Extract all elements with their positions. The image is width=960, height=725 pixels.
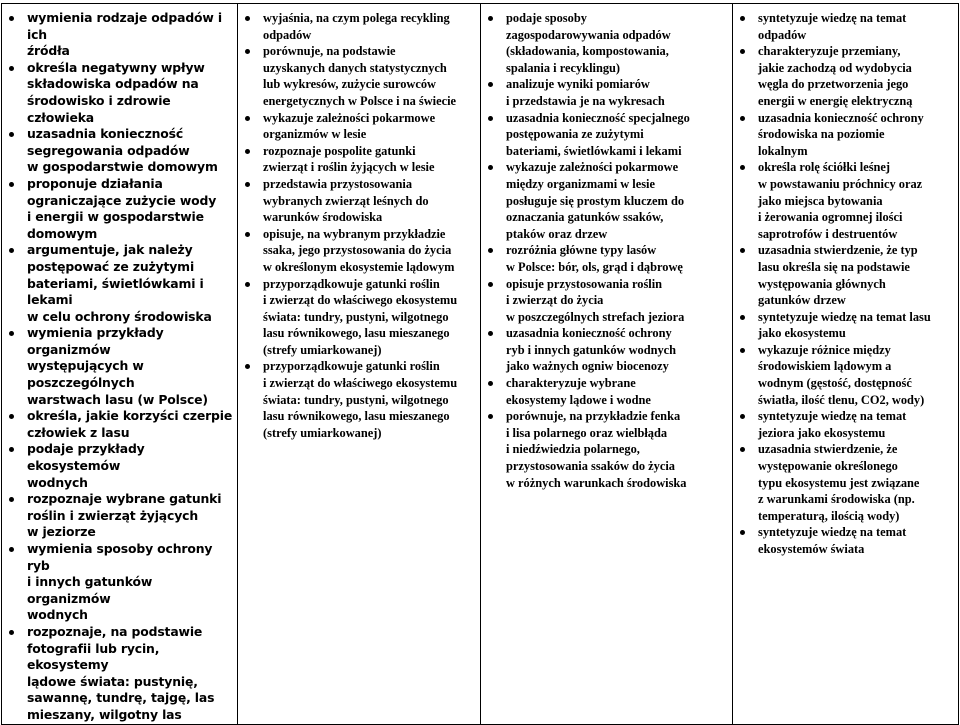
list-item: proponuje działania ograniczające zużycie wody i energii w gospodarstwie domowym (2, 176, 235, 242)
list-item: przyporządkowuje gatunki roślin i zwierząt do właściwego ekosystemu świata: tundry, pustyni, wilgotnego lasu równikowego, lasu mieszanego (strefy umiarkowanej) (238, 358, 478, 441)
list-item: przyporządkowuje gatunki roślin i zwierząt do właściwego ekosystemu świata: tundry, pustyni, wilgotnego lasu równikowego, lasu mieszanego (strefy umiarkowanej) (238, 276, 478, 359)
list-item: określa, jakie korzyści czerpie człowiek z lasu (2, 408, 235, 441)
list-item: podaje sposoby zagospodarowywania odpadów (składowania, kompostowania, spalania i recyklingu) (481, 10, 730, 76)
list-item: rozpoznaje, na podstawie fotografii lub rycin, ekosystemy lądowe świata: pustynię, sawannę, tundrę, tajgę, las mieszany, wilgotny las (2, 624, 235, 724)
list-item: wymienia sposoby ochrony ryb i innych gatunków organizmów wodnych (2, 541, 235, 624)
list-item: argumentuje, jak należy postępować ze zużytymi bateriami, świetlówkami i lekami w celu ochrony środowiska (2, 242, 235, 325)
list-item: rozpoznaje pospolite gatunki zwierząt i roślin żyjących w lesie (238, 143, 478, 176)
list-item: przedstawia przystosowania wybranych zwierząt leśnych do warunków środowiska (238, 176, 478, 226)
list-item: podaje przykłady ekosystemów wodnych (2, 441, 235, 491)
list-item: uzasadnia stwierdzenie, że typ lasu określa się na podstawie występowania głównych gatunków drzew (733, 242, 956, 308)
list-item: wymienia rodzaje odpadów i ich źródła (2, 10, 235, 60)
requirements-list (481, 10, 730, 491)
list-item: porównuje, na podstawie uzyskanych danych statystycznych lub wykresów, zużycie surowców energetycznych w Polsce i na świecie (238, 43, 478, 109)
list-item: określa rolę ściółki leśnej w powstawaniu próchnicy oraz jako miejsca bytowania i żerowania ogromnej ilości saprotrofów i destruentów (733, 159, 956, 242)
list-item: określa negatywny wpływ składowiska odpadów na środowisko i zdrowie człowieka (2, 60, 235, 126)
list-item: uzasadnia stwierdzenie, że występowanie określonego typu ekosystemu jest związane z warunkami środowiska (np. temperaturą, ilością wody) (733, 441, 956, 524)
requirements-table (1, 3, 959, 725)
list-item: wykazuje zależności pokarmowe między organizmami w lesie posługuje się prostym kluczem do oznaczania gatunków ssaków, ptaków oraz drzew (481, 159, 730, 242)
list-item: wymienia przykłady organizmów występujących w poszczególnych warstwach lasu (w Polsce) (2, 325, 235, 408)
list-item: wyjaśnia, na czym polega recykling odpadów (238, 10, 478, 43)
list-item: analizuje wyniki pomiarów i przedstawia je na wykresach (481, 76, 730, 109)
list-item: rozróżnia główne typy lasów w Polsce: bór, ols, grąd i dąbrowę (481, 242, 730, 275)
list-item: uzasadnia konieczność segregowania odpadów w gospodarstwie domowym (2, 126, 235, 176)
table-row (2, 4, 959, 725)
list-item: wykazuje różnice między środowiskiem lądowym a wodnym (gęstość, dostępność światła, ilość tlenu, CO2, wody) (733, 342, 956, 408)
requirements-list (733, 10, 956, 558)
list-item: wykazuje zależności pokarmowe organizmów w lesie (238, 110, 478, 143)
requirements-list (2, 10, 235, 724)
requirements-list (238, 10, 478, 441)
list-item: porównuje, na przykładzie fenka i lisa polarnego oraz wielbłąda i niedźwiedzia polarnego, przystosowania ssaków do życia w różnych warunkach środowiska (481, 408, 730, 491)
list-item: uzasadnia konieczność ochrony ryb i innych gatunków wodnych jako ważnych ogniw biocenozy (481, 325, 730, 375)
list-item: uzasadnia konieczność specjalnego postępowania ze zużytymi bateriami, świetlówkami i lekami (481, 110, 730, 160)
column-requirements-4 (733, 4, 959, 725)
list-item: charakteryzuje wybrane ekosystemy lądowe i wodne (481, 375, 730, 408)
list-item: charakteryzuje przemiany, jakie zachodzą od wydobycia węgla do przetworzenia jego energii w energię elektryczną (733, 43, 956, 109)
column-requirements-3 (481, 4, 733, 725)
list-item: syntetyzuje wiedzę na temat jeziora jako ekosystemu (733, 408, 956, 441)
list-item: opisuje, na wybranym przykładzie ssaka, jego przystosowania do życia w określonym ekosystemie lądowym (238, 226, 478, 276)
column-requirements-2 (238, 4, 481, 725)
column-requirements-1 (2, 4, 238, 725)
list-item: opisuje przystosowania roślin i zwierząt do życia w poszczególnych strefach jeziora (481, 276, 730, 326)
list-item: syntetyzuje wiedzę na temat odpadów (733, 10, 956, 43)
list-item: syntetyzuje wiedzę na temat ekosystemów świata (733, 524, 956, 557)
list-item: uzasadnia konieczność ochrony środowiska na poziomie lokalnym (733, 110, 956, 160)
list-item: syntetyzuje wiedzę na temat lasu jako ekosystemu (733, 309, 956, 342)
list-item: rozpoznaje wybrane gatunki roślin i zwierząt żyjących w jeziorze (2, 491, 235, 541)
